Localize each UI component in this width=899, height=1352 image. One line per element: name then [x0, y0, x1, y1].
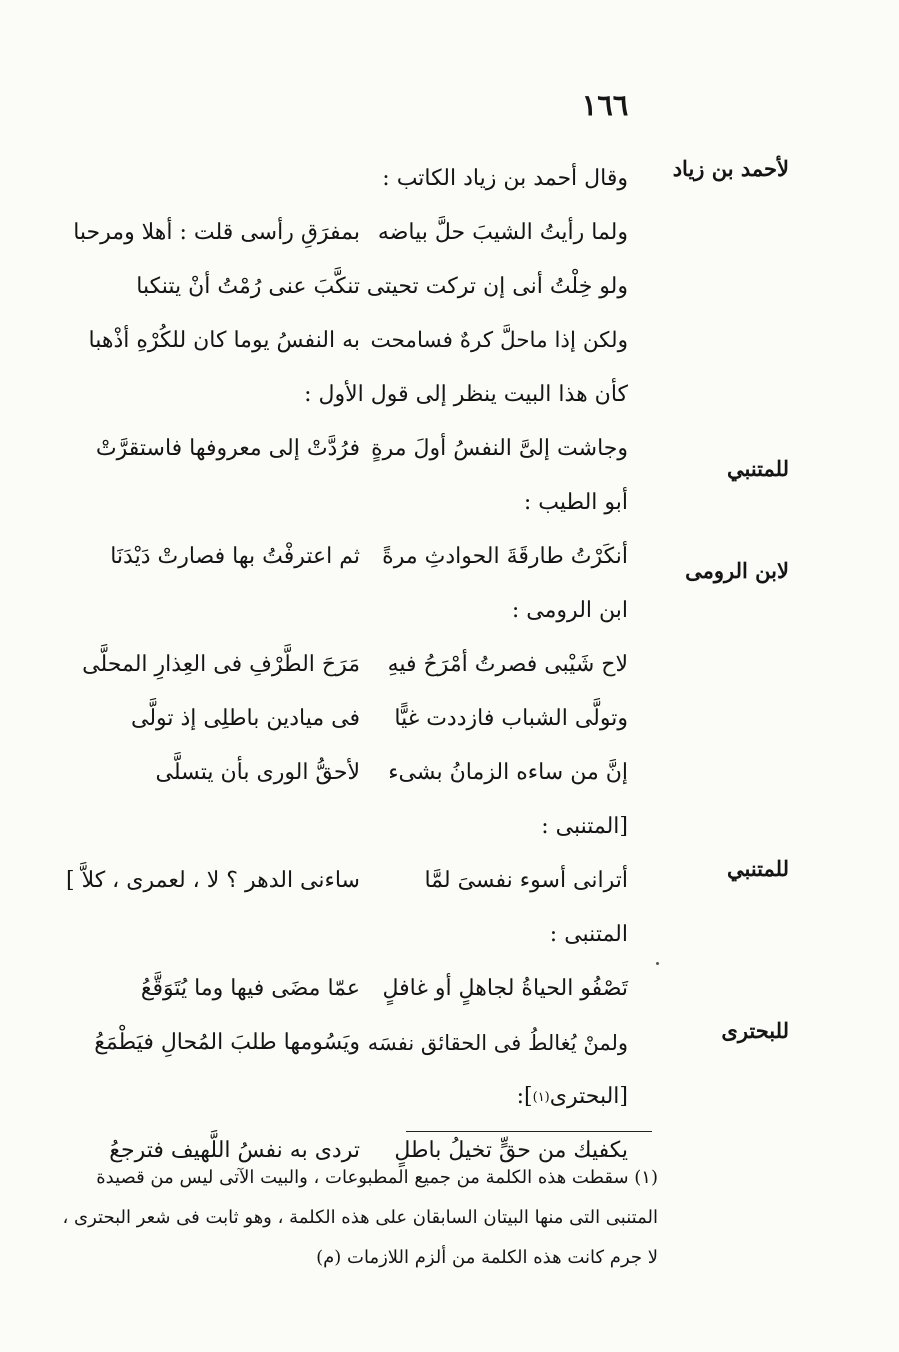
hemistich-first: تَصْفُو الحياةُ لجاهلٍ أو غافلٍ — [382, 976, 628, 1001]
intro-line — [60, 368, 628, 422]
intro-text: [المتنبى : — [541, 814, 628, 839]
verse-line — [60, 746, 628, 800]
hemistich-second: عمّا مضَى فيها وما يُتَوَقَّعُ — [140, 976, 360, 1001]
hemistich-second: بمفرَقِ رأسى قلت : أهلا ومرحبا — [73, 220, 360, 245]
hemistich-first: وتولَّى الشباب فازددت غيًّا — [394, 706, 628, 731]
hemistich-second: ويَسُومها طلبَ المُحالِ فيَطْمَعُ — [94, 1030, 360, 1055]
hemistich-second: فرُدَّتْ إلى معروفها فاستقرَّتْ — [95, 436, 360, 461]
hemistich-second: تردى به نفسُ اللَّهيف فترجعُ — [109, 1138, 360, 1163]
intro-line — [60, 152, 628, 206]
footnote-line: المتنبى التى منها البيتان السابقان على هذه الكلمة ، وهو ثابت فى شعر البحترى ، — [62, 1207, 658, 1228]
intro-text: وقال أحمد بن زياد الكاتب : — [382, 166, 628, 191]
intro-line — [60, 908, 628, 962]
hemistich-second: تنكَّبَ عنى رُمْتُ أنْ يتنكبا — [136, 274, 360, 299]
hemistich-second: ساءنى الدهر ؟ لا ، لعمرى ، كلاَّ ] — [66, 868, 360, 893]
margin-note-buhturi: للبحترى — [721, 1018, 789, 1043]
margin-note-ibn-al-rumi: لابن الرومى — [685, 558, 789, 583]
intro-text-end: ]: — [516, 1084, 533, 1109]
intro-text: المتنبى : — [549, 922, 628, 947]
verse-line — [60, 314, 628, 368]
hemistich-first: ولمنْ يُغالطُ فى الحقائق نفسَه — [367, 1030, 628, 1055]
hemistich-first: يكفيك من حقٍّ تخيلُ باطلٍ — [394, 1138, 628, 1163]
hemistich-first: أترانى أسوء نفسىَ لمَّا — [424, 868, 628, 893]
intro-text: ابن الرومى : — [511, 598, 628, 623]
intro-text: كأن هذا البيت ينظر إلى قول الأول : — [304, 382, 628, 407]
verse-line — [60, 638, 628, 692]
hemistich-second: فى ميادين باطلِى إذ تولَّى — [130, 706, 360, 731]
footnote-line: لا جرم كانت هذه الكلمة من ألزم اللازمات (م) — [316, 1247, 658, 1268]
verse-line — [60, 422, 628, 476]
footnote — [26, 1158, 658, 1278]
hemistich-first: لاح شَيْبى فصرتُ أمْرَحُ فيهِ — [387, 652, 628, 677]
margin-note-mutanabbi-2: للمتنبي — [726, 856, 789, 881]
footnote-rule — [406, 1131, 652, 1132]
verse-line — [60, 1016, 628, 1070]
hemistich-first: إنَّ من ساءه الزمانُ بشىء — [388, 760, 628, 785]
hemistich-second: ثم اعترفْتُ بها فصارتْ دَيْدَنَا — [110, 544, 360, 569]
hemistich-first: وجاشت إلىَّ النفسُ أولَ مرةٍ — [371, 436, 628, 461]
page-number: ١٦٦ — [581, 88, 629, 122]
hemistich-second: مَرَحَ الطَّرْفِ فى العِذارِ المحلَّى — [82, 652, 360, 677]
margin-note-ahmad-ibn-ziyad: لأحمد بن زياد — [672, 156, 789, 181]
footnote-line: (١) سقطت هذه الكلمة من جميع المطبوعات ، والبيت الآتى ليس من قصيدة — [96, 1167, 658, 1188]
margin-note-mutanabbi: للمتنبي — [726, 456, 789, 481]
verse-line — [60, 962, 628, 1016]
verse-line — [60, 206, 628, 260]
hemistich-second: به النفسُ يوما كان للكُرْهِ أذْهبا — [88, 328, 360, 353]
intro-line — [60, 800, 628, 854]
hemistich-second: لأحقُّ الورى بأن يتسلَّى — [155, 760, 360, 785]
main-text — [60, 152, 628, 1178]
verse-line — [60, 692, 628, 746]
intro-text: أبو الطيب : — [523, 490, 628, 515]
verse-line — [60, 260, 628, 314]
ink-speck — [656, 962, 659, 965]
footnote-reference[interactable]: (١) — [532, 1089, 550, 1105]
hemistich-first: أنكَرْتُ طارقَةَ الحوادثِ مرةً — [382, 544, 628, 569]
verse-line — [60, 530, 628, 584]
intro-line — [60, 584, 628, 638]
hemistich-first: ولكن إذا ماحلَّ كرهٌ فسامحت — [370, 328, 628, 354]
intro-text: [البحترى — [549, 1084, 628, 1109]
hemistich-first: ولما رأيتُ الشيبَ حلَّ بياضه — [377, 220, 628, 245]
hemistich-first: ولو خِلْتُ أنى إن تركت تحيتى — [366, 274, 628, 299]
verse-line — [60, 854, 628, 908]
intro-line — [60, 1070, 628, 1124]
intro-line — [60, 476, 628, 530]
